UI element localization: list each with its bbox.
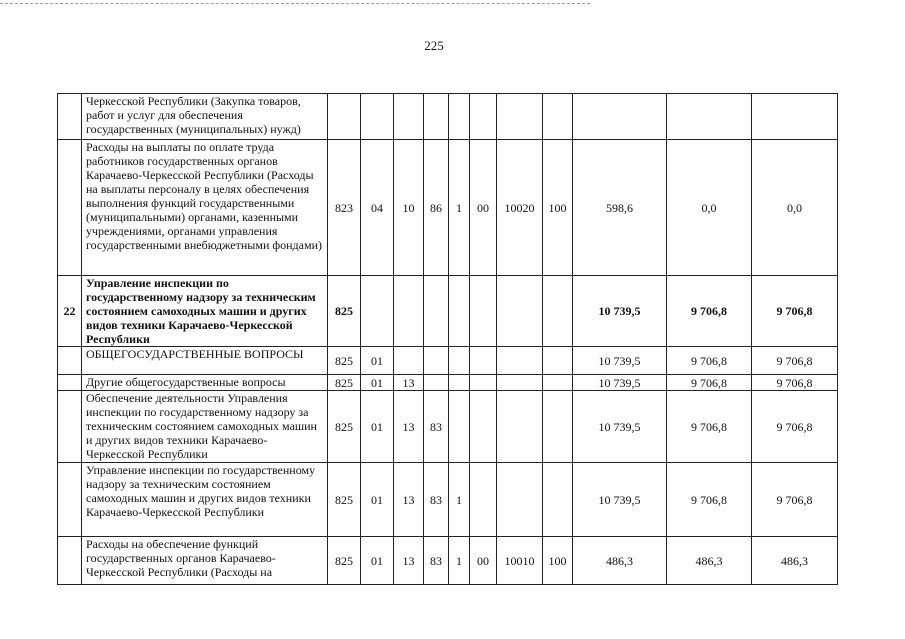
row-number (58, 391, 82, 463)
row-number (58, 537, 82, 585)
amount-year-2: 9 706,8 (667, 375, 752, 391)
code-section (361, 276, 394, 347)
code-subsection (394, 347, 424, 375)
code-section: 04 (361, 140, 394, 276)
code-program (424, 347, 449, 375)
code-ministry: 825 (328, 375, 361, 391)
amount-year-1: 10 739,5 (573, 391, 667, 463)
amount-year-1: 10 739,5 (573, 463, 667, 537)
code-subprogram (449, 375, 470, 391)
code-ministry: 825 (328, 463, 361, 537)
code-ministry: 825 (328, 347, 361, 375)
table-row (58, 94, 838, 140)
amount-year-2: 9 706,8 (667, 347, 752, 375)
code-direction (497, 463, 543, 537)
code-ministry: 825 (328, 537, 361, 585)
amount-year-2: 9 706,8 (667, 391, 752, 463)
code-expense-type (543, 347, 573, 375)
amount-year-3 (752, 94, 838, 140)
code-event (470, 276, 497, 347)
code-event: 00 (470, 140, 497, 276)
code-ministry: 823 (328, 140, 361, 276)
code-event (470, 463, 497, 537)
row-name: Управление инспекции по государственному надзору за техническим состоянием самоходных машин и других видов техники Карачаево-Черкесской Республики (82, 463, 328, 537)
amount-year-3: 9 706,8 (752, 375, 838, 391)
code-expense-type: 100 (543, 140, 573, 276)
code-subsection: 13 (394, 537, 424, 585)
row-name: Другие общегосударственные вопросы (82, 375, 328, 391)
code-event: 00 (470, 537, 497, 585)
code-subsection (394, 276, 424, 347)
row-name: Расходы на обеспечение функций государственных органов Карачаево-Черкесской Республики (Расходы на (82, 537, 328, 585)
code-program (424, 94, 449, 140)
row-name: Управление инспекции по государственному надзору за техническим состоянием самоходных машин и других видов техники Карачаево-Черкесской Республики (82, 276, 328, 347)
row-number: 22 (58, 276, 82, 347)
amount-year-2: 486,3 (667, 537, 752, 585)
code-subprogram: 1 (449, 140, 470, 276)
amount-year-3: 9 706,8 (752, 391, 838, 463)
code-ministry: 825 (328, 391, 361, 463)
code-subprogram: 1 (449, 463, 470, 537)
code-event (470, 391, 497, 463)
row-name: Черкесской Республики (Закупка товаров, работ и услуг для обеспечения государственных (муниципальных) нужд) (82, 94, 328, 140)
code-direction (497, 347, 543, 375)
row-name: Обеспечение деятельности Управления инспекции по государственному надзору за техническим состоянием самоходных машин и других видов техники Карачаево-Черкесской Республики (82, 391, 328, 463)
amount-year-1: 486,3 (573, 537, 667, 585)
table-row (58, 276, 838, 347)
code-direction: 10010 (497, 537, 543, 585)
table-row (58, 537, 838, 585)
amount-year-3: 486,3 (752, 537, 838, 585)
code-program: 86 (424, 140, 449, 276)
code-subprogram (449, 347, 470, 375)
amount-year-3: 0,0 (752, 140, 838, 276)
amount-year-3: 9 706,8 (752, 276, 838, 347)
code-expense-type: 100 (543, 537, 573, 585)
code-direction (497, 391, 543, 463)
code-ministry: 825 (328, 276, 361, 347)
table-row (58, 140, 838, 276)
code-program: 83 (424, 537, 449, 585)
code-expense-type (543, 463, 573, 537)
code-section: 01 (361, 537, 394, 585)
table-row (58, 391, 838, 463)
code-event (470, 94, 497, 140)
amount-year-3: 9 706,8 (752, 463, 838, 537)
code-program: 83 (424, 463, 449, 537)
code-section: 01 (361, 375, 394, 391)
row-name: Расходы на выплаты по оплате труда работников государственных органов Карачаево-Черкесской Республики (Расходы на выплаты персоналу в целях обеспечения выполнения функций государственными (муниципальными) органами, казенными учреждениями, органами управления государственными внебюджетными фондами) (82, 140, 328, 276)
code-expense-type (543, 375, 573, 391)
code-subsection (394, 94, 424, 140)
amount-year-1: 598,6 (573, 140, 667, 276)
code-section: 01 (361, 463, 394, 537)
code-section (361, 94, 394, 140)
code-expense-type (543, 94, 573, 140)
page-number: 225 (424, 38, 444, 53)
code-subprogram (449, 276, 470, 347)
code-section: 01 (361, 347, 394, 375)
row-number (58, 347, 82, 375)
code-ministry (328, 94, 361, 140)
code-subprogram: 1 (449, 537, 470, 585)
code-program: 83 (424, 391, 449, 463)
code-subprogram (449, 94, 470, 140)
amount-year-2: 9 706,8 (667, 276, 752, 347)
amount-year-1: 10 739,5 (573, 347, 667, 375)
amount-year-2: 0,0 (667, 140, 752, 276)
code-program (424, 375, 449, 391)
amount-year-2: 9 706,8 (667, 463, 752, 537)
code-direction (497, 276, 543, 347)
table-row (58, 375, 838, 391)
code-section: 01 (361, 391, 394, 463)
amount-year-3: 9 706,8 (752, 347, 838, 375)
code-expense-type (543, 391, 573, 463)
row-number (58, 94, 82, 140)
row-number (58, 375, 82, 391)
budget-table (57, 93, 838, 585)
code-event (470, 347, 497, 375)
code-expense-type (543, 276, 573, 347)
table-row (58, 347, 838, 375)
code-subprogram (449, 391, 470, 463)
amount-year-1: 10 739,5 (573, 375, 667, 391)
amount-year-2 (667, 94, 752, 140)
row-number (58, 140, 82, 276)
code-direction: 10020 (497, 140, 543, 276)
row-number (58, 463, 82, 537)
code-subsection: 10 (394, 140, 424, 276)
amount-year-1: 10 739,5 (573, 276, 667, 347)
code-event (470, 375, 497, 391)
code-subsection: 13 (394, 375, 424, 391)
amount-year-1 (573, 94, 667, 140)
code-subsection: 13 (394, 463, 424, 537)
top-dashed-rule (0, 3, 590, 4)
code-direction (497, 375, 543, 391)
row-name: ОБЩЕГОСУДАРСТВЕННЫЕ ВОПРОСЫ (82, 347, 328, 375)
table-row (58, 463, 838, 537)
code-program (424, 276, 449, 347)
code-subsection: 13 (394, 391, 424, 463)
code-direction (497, 94, 543, 140)
